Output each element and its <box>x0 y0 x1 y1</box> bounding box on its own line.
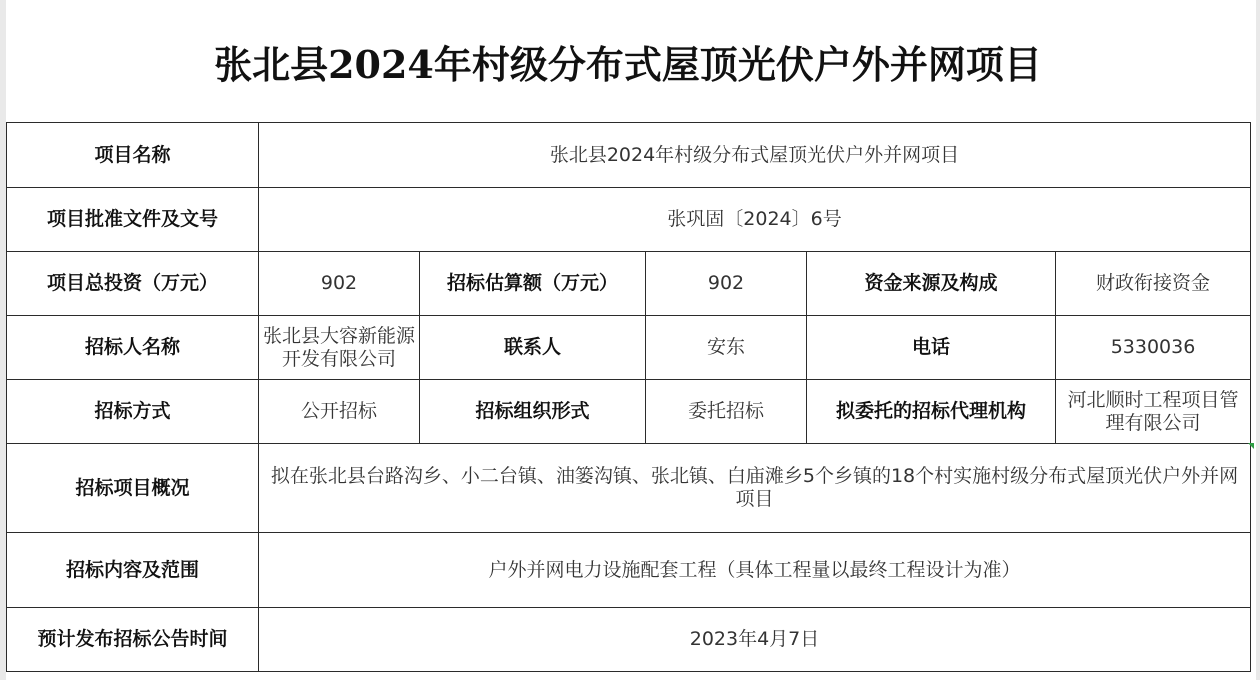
publish-time-label: 预计发布招标公告时间 <box>7 608 259 672</box>
table-row-method <box>7 380 1251 444</box>
overview-value: 拟在张北县台路沟乡、小二台镇、油篓沟镇、张北镇、白庙滩乡5个乡镇的18个村实施村级分布式屋顶光伏户外并网项目 <box>259 444 1251 533</box>
tender-info-table <box>6 122 1251 672</box>
cell-comment-marker <box>1248 443 1254 449</box>
publish-time-value: 2023年4月7日 <box>259 608 1251 672</box>
investment-label: 项目总投资（万元） <box>7 252 259 316</box>
right-edge <box>1256 0 1260 680</box>
agency-value: 河北顺时工程项目管理有限公司 <box>1056 380 1251 444</box>
approval-doc-label: 项目批准文件及文号 <box>7 188 259 252</box>
page-title: 张北县2024年村级分布式屋顶光伏户外并网项目 <box>214 41 1042 87</box>
funding-value: 财政衔接资金 <box>1056 252 1251 316</box>
tenderer-value: 张北县大容新能源开发有限公司 <box>259 316 420 380</box>
table-row-approval-doc <box>7 188 1251 252</box>
contact-label: 联系人 <box>420 316 646 380</box>
project-name-label: 项目名称 <box>7 123 259 188</box>
approval-doc-value: 张巩固〔2024〕6号 <box>259 188 1251 252</box>
tenderer-label: 招标人名称 <box>7 316 259 380</box>
table-row-project-name <box>7 123 1251 188</box>
investment-value: 902 <box>259 252 420 316</box>
org-form-label: 招标组织形式 <box>420 380 646 444</box>
method-value: 公开招标 <box>259 380 420 444</box>
table-row-investment <box>7 252 1251 316</box>
project-name-value: 张北县2024年村级分布式屋顶光伏户外并网项目 <box>259 123 1251 188</box>
table-row-tenderer <box>7 316 1251 380</box>
scope-value: 户外并网电力设施配套工程（具体工程量以最终工程设计为准） <box>259 533 1251 608</box>
table-row-overview <box>7 444 1251 533</box>
contact-value: 安东 <box>646 316 807 380</box>
funding-label: 资金来源及构成 <box>807 252 1056 316</box>
method-label: 招标方式 <box>7 380 259 444</box>
table-row-publish-time <box>7 608 1251 672</box>
org-form-value: 委托招标 <box>646 380 807 444</box>
agency-label: 拟委托的招标代理机构 <box>807 380 1056 444</box>
phone-label: 电话 <box>807 316 1056 380</box>
estimate-value: 902 <box>646 252 807 316</box>
table-row-scope <box>7 533 1251 608</box>
overview-label: 招标项目概况 <box>7 444 259 533</box>
estimate-label: 招标估算额（万元） <box>420 252 646 316</box>
phone-value: 5330036 <box>1056 316 1251 380</box>
scope-label: 招标内容及范围 <box>7 533 259 608</box>
